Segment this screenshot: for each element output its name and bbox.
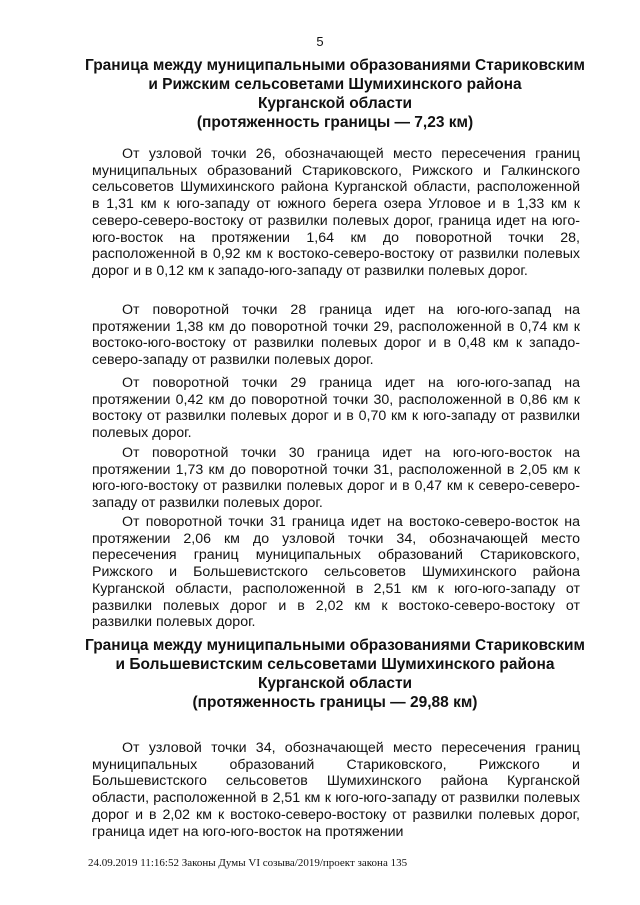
section-2-paragraph: От узловой точки 34, обозначающей место пересечения границ муниципальных образований Стариковского, Рижского и Большевистского сельсоветов Шумихинского района Курганской области, расположенной в 2,51 км к юго-юго-западу от развилки полевых дорог и в 2,02 км к востоко-северо-востоку от развилки полевых дорог, граница идет на юго-юго-восток на протяжении <box>92 740 580 840</box>
section-2-title <box>85 636 585 712</box>
section-1-paragraph: От узловой точки 26, обозначающей место пересечения границ муниципальных образований Стариковского, Рижского и Галкинского сельсоветов Шумихинского района Курганской области, расположенной в 1,31 км к юго-западу от южного берега озера Угловое и в 1,33 км к северо-северо-востоку от развилки полевых дорог, граница идет на юго-юго-восток на протяжении 1,64 км до поворотной точки 28, расположенной в 0,92 км к востоко-северо-востоку от развилки полевых дорог и в 0,12 км к западо-юго-западу от развилки полевых дорог. <box>92 146 580 279</box>
section-2-title-line: и Большевистским сельсоветами Шумихинского района <box>115 656 555 673</box>
section-1-paragraph: От поворотной точки 28 граница идет на юго-юго-запад на протяжении 1,38 км до поворотной точки 29, расположенной в 0,74 км к востоко-юго-востоку от развилки полевых дорог и в 0,48 км к западо-северо-западу от развилки полевых дорог. <box>92 302 580 369</box>
section-1-title <box>85 56 585 132</box>
section-1-paragraph: От поворотной точки 30 граница идет на юго-юго-восток на протяжении 1,73 км до поворотной точки 31, расположенной в 2,05 км к юго-юго-востоку от развилки полевых дорог и в 0,47 км к северо-северо-западу от развилки полевых дорог. <box>92 445 580 512</box>
section-2-title-line: Граница между муниципальными образованиями Стариковским <box>85 637 585 654</box>
section-1-title-line: (протяженность границы — 7,23 км) <box>196 114 474 131</box>
section-1-paragraph: От поворотной точки 31 граница идет на востоко-северо-восток на протяжении 2,06 км до узловой точки 34, обозначающей место пересечения границ муниципальных образований Стариковского, Рижского и Большевистского сельсоветов Шумихинского района Курганской области, расположенной в 2,51 км к юго-юго-западу от развилки полевых дорог и в 2,02 км к востоко-северо-востоку от развилки полевых дорог. <box>92 514 580 631</box>
footer-file-stamp: 24.09.2019 11:16:52 Законы Думы VI созыва/2019/проект закона 135 <box>88 857 408 869</box>
page-number: 5 <box>316 34 324 49</box>
section-2-title-line: (протяженность границы — 29,88 км) <box>192 694 478 711</box>
section-1-title-line: и Рижским сельсоветами Шумихинского района <box>148 76 522 93</box>
section-1-title-line: Граница между муниципальными образованиями Стариковским <box>85 57 585 74</box>
section-1-title-line: Курганской области <box>257 95 413 112</box>
section-1-paragraph: От поворотной точки 29 граница идет на юго-юго-запад на протяжении 0,42 км до поворотной точки 30, расположенной в 0,86 км к востоку от развилки полевых дорог и в 0,70 км к юго-западу от развилки полевых дорог. <box>92 375 580 442</box>
section-2-title-line: Курганской области <box>257 675 413 692</box>
